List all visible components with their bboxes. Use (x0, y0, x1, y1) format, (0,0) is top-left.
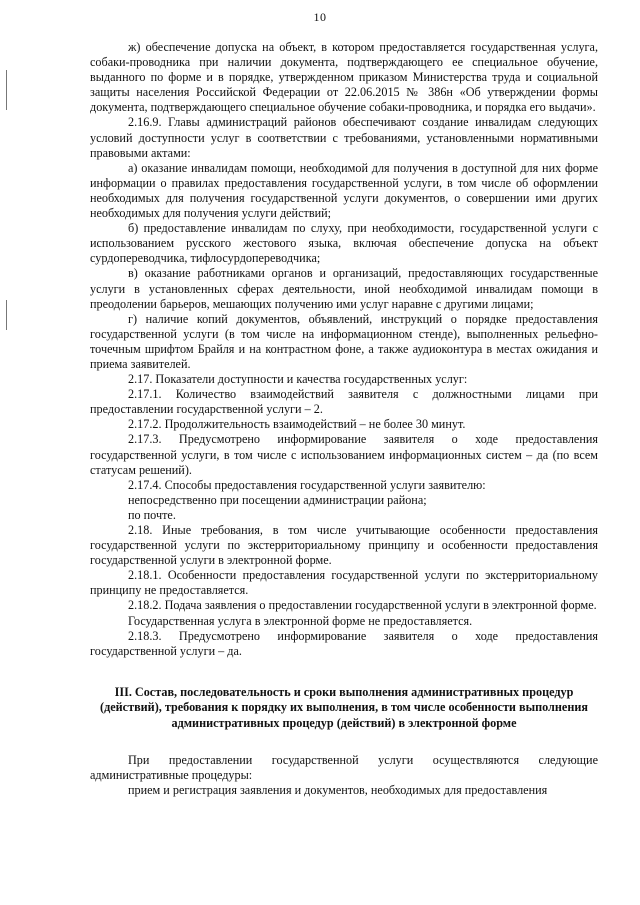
paragraph-electronic-not-provided: Государственная услуга в электронной форме не предоставляется. (128, 613, 473, 628)
paragraph-procedures-intro: При предоставлении государственной услуги осуществляются следующие административные процедуры: (90, 753, 598, 783)
scan-margin-mark (6, 70, 7, 110)
paragraph-2-17-2: 2.17.2. Продолжительность взаимодействий – не более 30 минут. (128, 417, 466, 432)
paragraph-procedure-intake: прием и регистрация заявления и документов, необходимых для предоставления (128, 783, 548, 798)
paragraph-2-18-2: 2.18.2. Подача заявления о предоставлении государственной услуги в электронной форме. (128, 598, 597, 613)
document-body (90, 40, 598, 798)
paragraph-item-a: а) оказание инвалидам помощи, необходимой для получения в доступной для них форме информации о правилах предоставления государственной услуги, в том числе об оформлении необходимых для получения государственной услуги документов, о совершении ими других необходимых для получения услуги действий; (90, 160, 598, 221)
paragraph-2-18-1: 2.18.1. Особенности предоставления государственной услуги по экстерриториальному принципу не предоставляется. (90, 568, 598, 598)
section-title: III. Состав, последовательность и сроки выполнения административных процедур (действий), требования к порядку их выполнения, в том числе особенности выполнения административных процедур (действий) в электронной форме (100, 684, 588, 730)
paragraph-2-17-1: 2.17.1. Количество взаимодействий заявителя с должностными лицами при предоставлении государственной услуги – 2. (90, 387, 598, 417)
paragraph-method-mail: по почте. (128, 507, 176, 522)
paragraph-item-v: в) оказание работниками органов и организаций, предоставляющих государственные услуги в установленных сферах деятельности, иной необходимой инвалидам помощи в преодолении барьеров, мешающих получению ими услуг наравне с другими лицами; (90, 266, 598, 311)
paragraph-item-zh: ж) обеспечение допуска на объект, в котором предоставляется государственная услуга, собаки-проводника при наличии документа, подтверждающего ее специальное обучение, выданного по форме и в порядке, утвержденном приказом Министерства труда и социальной защиты населения Российской Федерации от 22.06.2015 № 386н «Об утверждении формы документа, подтверждающего специальное обучение собаки-проводника, и порядка его выдачи». (90, 40, 598, 115)
page-number: 10 (313, 10, 327, 24)
scan-margin-mark (6, 300, 7, 330)
paragraph-2-17-4: 2.17.4. Способы предоставления государственной услуги заявителю: (128, 477, 486, 492)
paragraph-2-16-9: 2.16.9. Главы администраций районов обеспечивают создание инвалидам следующих условий доступности услуг в соответствии с требованиями, установленными нормативными правовыми актами: (90, 115, 598, 160)
paragraph-method-visit: непосредственно при посещении администрации района; (128, 492, 427, 507)
paragraph-2-17-3: 2.17.3. Предусмотрено информирование заявителя о ходе предоставления государственной услуги, в том числе с использованием информационных систем – да (по всем статусам решений). (90, 432, 598, 477)
paragraph-2-18: 2.18. Иные требования, в том числе учитывающие особенности предоставления государственной услуги по экстерриториальному принципу и особенности предоставления государственной услуги в электронной форме. (90, 523, 598, 568)
paragraph-2-18-3: 2.18.3. Предусмотрено информирование заявителя о ходе предоставления государственной услуги – да. (90, 628, 598, 658)
paragraph-item-g: г) наличие копий документов, объявлений, инструкций о порядке предоставления государственной услуги (в том числе на информационном стенде), выполненных рельефно-точечным шрифтом Брайля и на контрастном фоне, а также аудиоконтура в местах ожидания и приема заявителей. (90, 311, 598, 371)
paragraph-item-b: б) предоставление инвалидам по слуху, при необходимости, государственной услуги с использованием русского жестового языка, включая обеспечение допуска на объект сурдопереводчика, тифлосурдопереводчика; (90, 221, 598, 266)
paragraph-2-17: 2.17. Показатели доступности и качества государственных услуг: (128, 372, 468, 387)
